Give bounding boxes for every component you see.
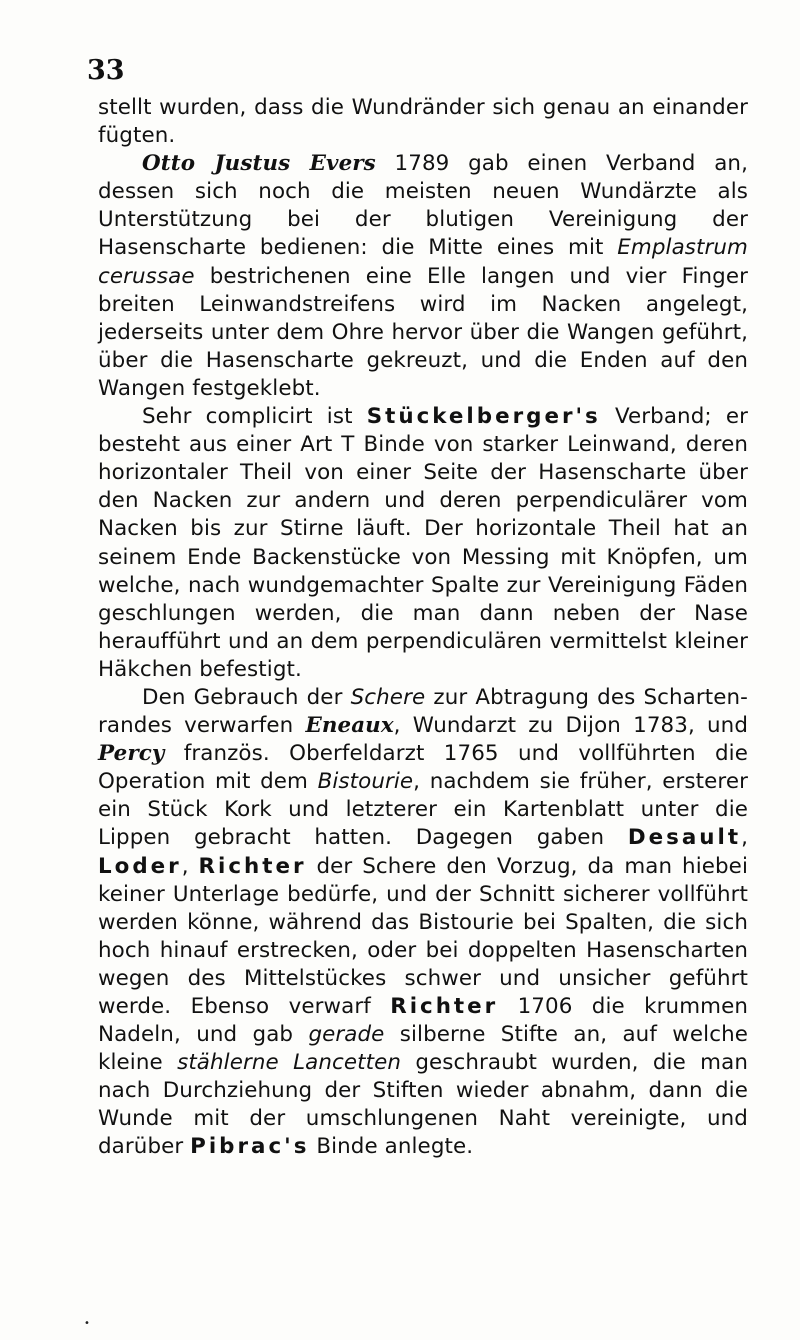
text-run: Den Gebrauch der	[142, 684, 351, 710]
text-run: ,	[181, 853, 199, 879]
paragraph	[98, 403, 748, 684]
text-run: Binde anlegte.	[309, 1134, 474, 1160]
italic-term: stählerne Lancetten	[177, 1050, 402, 1076]
italic-term: Emplastrum cerussae	[98, 235, 748, 289]
text-run: Sehr complicirt ist	[142, 404, 367, 430]
paragraph	[98, 94, 748, 150]
page-number: 33	[87, 55, 125, 86]
text-run: bestrichenen eine Elle langen und vier Finger breiten Leinwandstreifens wird im Nacken angelegt, jederseits unter dem Ohre hervor über die Wangen geführt, über die Hasenscharte gekreuzt, und die Enden auf den Wangen festgeklebt.	[98, 263, 748, 401]
person-name: Desault	[627, 825, 742, 851]
text-run: geschraubt wurden, die man nach Durchziehung der Stiften wieder abnahm, dann die Wunde mit der umschlungenen Naht vereinigte, und darüber	[98, 1050, 748, 1160]
person-name: Percy	[98, 741, 165, 767]
italic-term: Schere	[350, 684, 426, 710]
person-name: Richter	[390, 994, 499, 1019]
paragraph	[98, 684, 748, 1162]
text-run: der Schere den Vorzug, da man hiebei keiner Unterlage bedürfe, und der Schnitt sicherer vollführt werden könne, während das Bistourie bei Spalten, die sich hoch hinauf erstrecken, oder bei doppelten Hasenscharten wegen des Mittelstückes schwer und unsicher geführt werde. Ebenso verwarf	[98, 853, 748, 1019]
italic-term: Bistourie	[317, 769, 414, 795]
text-run: 1789 gab einen Verband an, dessen sich noch die meisten neuen Wundärzte als Unterstützung bei der blutigen Vereinigung der Hasenscharte bedienen: die Mitte eines mit	[98, 151, 748, 261]
text-run: französ. Oberfeldarzt 1765 und vollführten die Operation mit dem	[98, 741, 748, 795]
person-name: Otto Justus Evers	[142, 151, 376, 177]
person-name: Richter	[198, 853, 307, 879]
text-run: Verband; er besteht aus einer Art T Binde von starker Leinwand, deren horizontaler Theil von einer Seite der Hasenscharte über den Nacken zur andern und deren perpendiculärer vom Nacken bis zur Stirne läuft. Der horizontale Theil hat an seinem Ende Backenstücke von Messing mit Knöpfen, um welche, nach wundgemachter Spalte zur Vereinigung Fäden geschlungen werden, die man dann neben der Nase heraufführt und an dem perpendiculären vermittelst kleiner Häkchen befestigt.	[98, 404, 748, 682]
person-name: Pibrac's	[190, 1134, 310, 1160]
body-text	[98, 94, 748, 1162]
text-run: zur Abtragung des Scharten-randes verwarfen	[98, 684, 748, 739]
person-name: Loder	[98, 853, 182, 879]
paragraph	[98, 150, 748, 403]
text-run: silberne Stifte an, auf welche kleine	[98, 1022, 748, 1076]
text-run: , Wundarzt zu Dijon 1783, und	[393, 713, 748, 739]
text-run: ,	[741, 825, 748, 851]
text-run: , nachdem sie früher, ersterer ein Stück Kork und letzterer ein Kartenblatt unter die Lippen gebracht hatten. Dagegen gaben	[98, 769, 748, 851]
italic-term: gerade	[308, 1022, 385, 1048]
person-name: Eneaux	[305, 713, 394, 739]
text-run: 1706 die krummen Nadeln, und gab	[98, 994, 748, 1048]
person-name: Stückelberger's	[366, 404, 601, 430]
margin-mark: •	[84, 1318, 90, 1329]
text-run: stellt wurden, dass die Wundränder sich genau an einander fügten.	[98, 95, 748, 149]
